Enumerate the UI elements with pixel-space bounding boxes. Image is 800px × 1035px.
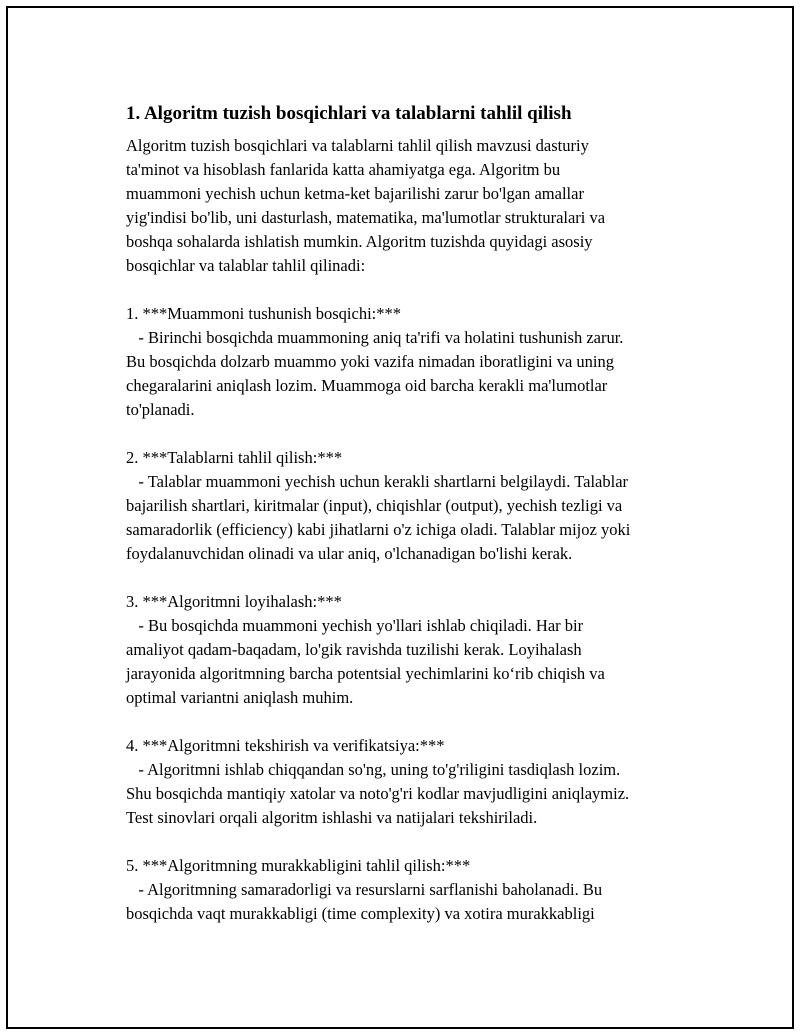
step-5-body: - Algoritmning samaradorligi va resurslarni sarflanishi baholanadi. Bu bosqichda vaqt murakkabligi (time complexity) va xotira murakkabligi [126, 880, 603, 923]
step-3-body: - Bu bosqichda muammoni yechish yo'llari ishlab chiqiladi. Har bir amaliyot qadam-baqadam, lo'gik ravishda tuzilishi kerak. Loyihalash jarayonida algoritmning barcha potentsial yechimlarini ko‘rib chiqish va optimal variantni aniqlash muhim. [126, 616, 605, 707]
step-4-body: - Algoritmni ishlab chiqqandan so'ng, uning to'g'riligini tasdiqlash lozim. Shu bosqichda mantiqiy xatolar va noto'g'ri kodlar mavjudligini aniqlaymiz. Test sinovlari orqali algoritm ishlashi va natijalari tekshiriladi. [126, 760, 630, 827]
step-1-body: - Birinchi bosqichda muammoning aniq ta'rifi va holatini tushunish zarur. Bu bosqichda dolzarb muammo yoki vazifa nimadan iboratligini va uning chegaralarini aniqlash lozim. Muammoga oid barcha kerakli ma'lumotlar to'planadi. [126, 328, 624, 419]
step-2-title: 2. ***Talablarni tahlil qilish:*** [126, 448, 343, 467]
blank-line [126, 710, 706, 734]
blank-line [126, 830, 706, 854]
step-5-title: 5. ***Algoritmning murakkabligini tahlil qilish:*** [126, 856, 471, 875]
document-content [126, 100, 706, 926]
intro-paragraph: Algoritm tuzish bosqichlari va talablarni tahlil qilish mavzusi dasturiy ta'minot va hisoblash fanlarida katta ahamiyatga ega. Algoritm bu muammoni yechish uchun ketma-ket bajarilishi zarur bo'lgan amallar yig'indisi bo'lib, uni dasturlash, matematika, ma'lumotlar strukturalari va boshqa sohalarda ishlatish mumkin. Algoritm tuzishda quyidagi asosiy bosqichlar va talablar tahlil qilinadi: [126, 136, 606, 275]
step-4-title: 4. ***Algoritmni tekshirish va verifikatsiya:*** [126, 736, 445, 755]
document-page [6, 6, 794, 1029]
step-2-body: - Talablar muammoni yechish uchun kerakli shartlarni belgilaydi. Talablar bajarilish shartlari, kiritmalar (input), chiqishlar (output), yechish tezligi va samaradorlik (efficiency) kabi jihatlarni o'z ichiga oladi. Talablar mijoz yoki foydalanuvchidan olinadi va ular aniq, o'lchanadigan bo'lishi kerak. [126, 472, 631, 563]
blank-line [126, 566, 706, 590]
blank-line [126, 422, 706, 446]
section-heading: 1. Algoritm tuzish bosqichlari va talablarni tahlil qilish [126, 103, 572, 124]
step-1-title: 1. ***Muammoni tushunish bosqichi:*** [126, 304, 402, 323]
step-3-title: 3. ***Algoritmni loyihalash:*** [126, 592, 342, 611]
blank-line [126, 278, 706, 302]
